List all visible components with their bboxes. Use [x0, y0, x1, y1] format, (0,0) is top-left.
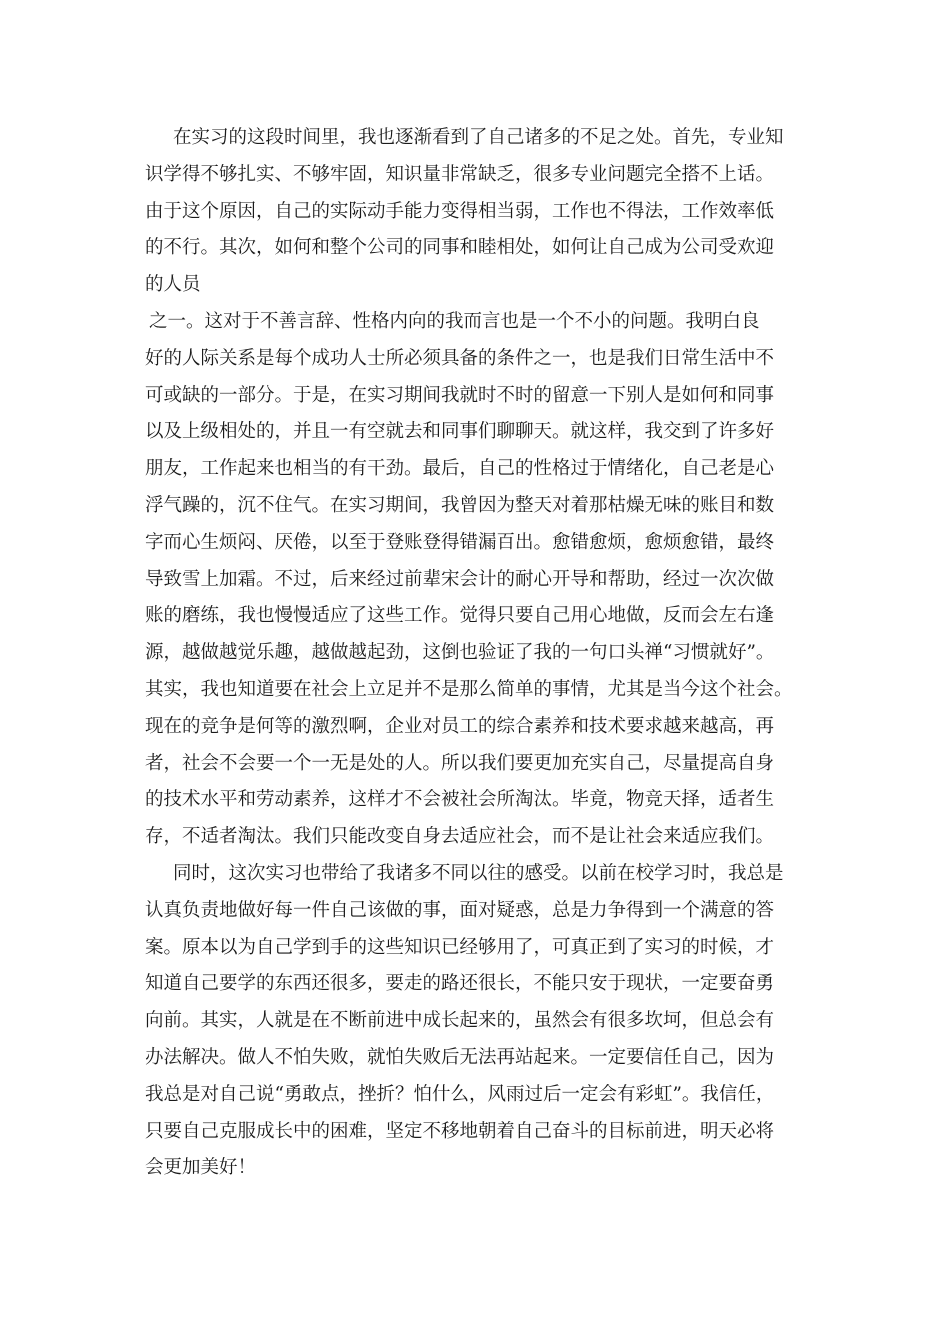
- text-line: 会更加美好！: [145, 1157, 257, 1179]
- text-line: 者，社会不会要一个一无是处的人。所以我们要更加充实自己，尽量提高自身: [145, 752, 775, 774]
- text-line: 知道自己要学的东西还很多，要走的路还很长，不能只安于现状，一定要奋勇: [145, 973, 775, 995]
- text-line: 字而心生烦闷、厌倦，以至于登账登得错漏百出。愈错愈烦，愈烦愈错，最终: [145, 531, 775, 553]
- text-line: 账的磨练，我也慢慢适应了这些工作。觉得只要自己用心地做，反而会左右逢: [145, 605, 775, 627]
- text-line: 我总是对自己说“勇敢点，挫折？怕什么，风雨过后一定会有彩虹”。我信任，: [145, 1083, 775, 1105]
- text-line: 案。原本以为自己学到手的这些知识已经够用了，可真正到了实习的时候，才: [145, 936, 775, 958]
- text-line: 识学得不够扎实、不够牢固，知识量非常缺乏，很多专业问题完全搭不上话。: [145, 163, 775, 185]
- text-line: 其实，我也知道要在社会上立足并不是那么简单的事情，尤其是当今这个社会。: [145, 678, 793, 700]
- text-line: 由于这个原因，自己的实际动手能力变得相当弱，工作也不得法，工作效率低: [145, 200, 775, 222]
- text-line: 向前。其实，人就是在不断前进中成长起来的，虽然会有很多坎坷，但总会有: [145, 1010, 775, 1032]
- text-line: 存，不适者淘汰。我们只能改变自身去适应社会，而不是让社会来适应我们。: [145, 826, 775, 848]
- text-line: 同时，这次实习也带给了我诸多不同以往的感受。以前在校学习时，我总是: [173, 862, 784, 884]
- text-line: 可或缺的一部分。于是，在实习期间我就时不时的留意一下别人是如何和同事: [145, 384, 775, 406]
- text-line: 导致雪上加霜。不过，后来经过前辈宋会计的耐心开导和帮助，经过一次次做: [145, 568, 775, 590]
- document-body: [145, 120, 810, 1187]
- text-line: 办法解决。做人不怕失败，就怕失败后无法再站起来。一定要信任自己，因为: [145, 1046, 775, 1068]
- text-line: 在实习的这段时间里，我也逐渐看到了自己诸多的不足之处。首先，专业知: [173, 127, 784, 148]
- text-line: 的人员: [145, 274, 201, 296]
- text-line: 的不行。其次，如何和整个公司的同事和睦相处，如何让自己成为公司受欢迎: [145, 237, 775, 259]
- text-line: 现在的竞争是何等的激烈啊，企业对员工的综合素养和技术要求越来越高，再: [145, 715, 775, 737]
- text-line: 朋友，工作起来也相当的有干劲。最后，自己的性格过于情绪化，自己老是心: [145, 458, 775, 480]
- text-line: 只要自己克服成长中的困难，坚定不移地朝着自己奋斗的目标前进，明天必将: [145, 1120, 775, 1142]
- text-line: 浮气躁的，沉不住气。在实习期间，我曾因为整天对着那枯燥无味的账目和数: [145, 494, 775, 516]
- text-line: 的技术水平和劳动素养，这样才不会被社会所淘汰。毕竟，物竞天择，适者生: [145, 789, 775, 811]
- text-line: 之一。这对于不善言辞、性格内向的我而言也是一个不小的问题。我明白良: [149, 310, 760, 332]
- text-line: 好的人际关系是每个成功人士所必须具备的条件之一，也是我们日常生活中不: [145, 347, 775, 369]
- text-line: 源，越做越觉乐趣，越做越起劲，这倒也验证了我的一句口头禅“习惯就好”。: [145, 642, 775, 664]
- text-line: 以及上级相处的，并且一有空就去和同事们聊聊天。就这样，我交到了许多好: [145, 421, 775, 443]
- text-line: 认真负责地做好每一件自己该做的事，面对疑惑，总是力争得到一个满意的答: [145, 899, 775, 921]
